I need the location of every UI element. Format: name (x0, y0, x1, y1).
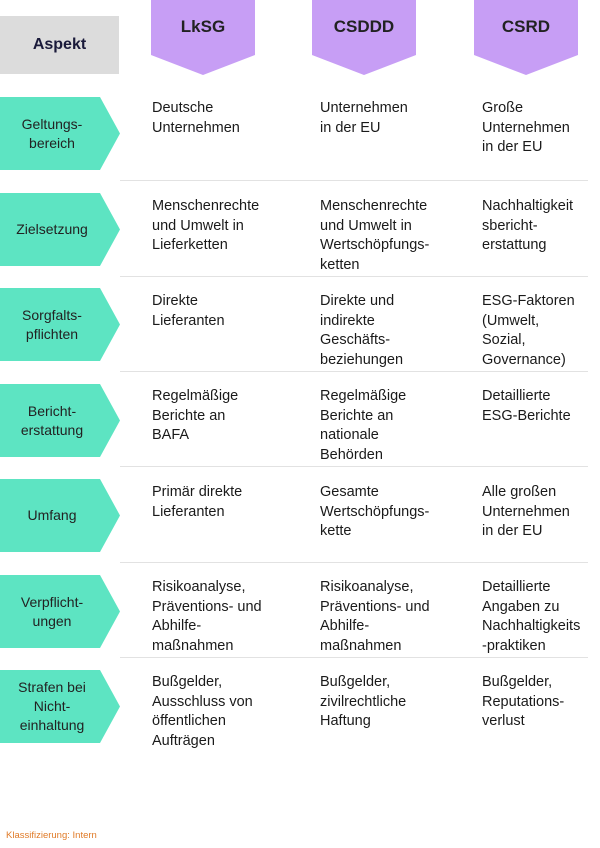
column-header-label: CSDDD (333, 17, 395, 36)
row-label-umfang (0, 479, 120, 552)
cell-csrd: Bußgelder, Reputations- verlust (482, 674, 565, 729)
aspect-header-label: Aspekt (32, 36, 87, 53)
cell-lksg: Direkte Lieferanten (152, 293, 225, 329)
column-header-csrd (474, 0, 578, 75)
row-divider (120, 657, 588, 658)
cell-lksg: Menschenrechte und Umwelt in Lieferketten (152, 198, 260, 253)
cell-csddd: Unternehmen in der EU (320, 100, 408, 136)
cell-csddd: Gesamte Wertschöpfungs- kette (320, 484, 430, 539)
cell-csrd: Nachhaltigkeit sbericht- erstattung (482, 198, 574, 253)
column-header-chevron (474, 0, 578, 75)
row-label-text: Bericht- erstattung (20, 402, 84, 438)
cell-csddd: Risikoanalyse, Präventions- und Abhilfe- maßnahmen (320, 579, 430, 654)
cell-csrd: Alle großen Unternehmen in der EU (482, 484, 570, 539)
row-divider (120, 562, 588, 563)
column-header-chevron (312, 0, 416, 75)
column-header-csddd (312, 0, 416, 75)
cell-csrd: ESG-Faktoren (Umwelt, Sozial, Governance) (482, 293, 575, 368)
row-label-geltungsbereich (0, 97, 120, 170)
cell-csddd: Direkte und indirekte Geschäfts- beziehungen (320, 293, 404, 368)
row-label-zielsetzung (0, 193, 120, 266)
cell-csddd: Bußgelder, zivilrechtliche Haftung (320, 674, 407, 729)
column-header-label: LkSG (180, 17, 226, 36)
aspect-header (0, 16, 119, 74)
cell-csddd: Menschenrechte und Umwelt in Wertschöpfungs- ketten (320, 198, 430, 273)
cell-lksg: Deutsche Unternehmen (152, 100, 240, 136)
row-divider (120, 180, 588, 181)
row-label-text: Strafen bei Nicht- einhaltung (18, 679, 86, 733)
column-header-chevron (151, 0, 255, 75)
row-label-text: Zielsetzung (16, 221, 88, 237)
column-header-lksg (151, 0, 255, 75)
row-label-text: Umfang (27, 507, 77, 523)
row-label-text: Sorgfalts- pflichten (22, 306, 82, 342)
cell-lksg: Risikoanalyse, Präventions- und Abhilfe- maßnahmen (152, 579, 262, 654)
cell-lksg: Primär direkte Lieferanten (152, 484, 243, 520)
row-divider (120, 276, 588, 277)
classification-footer: Klassifizierung: Intern (6, 830, 97, 841)
cell-csrd: Detaillierte ESG-Berichte (482, 388, 571, 424)
cell-csrd: Detaillierte Angaben zu Nachhaltigkeits -praktiken (482, 579, 581, 654)
row-label-strafen (0, 670, 120, 743)
row-label-text: Verpflicht- ungen (20, 593, 84, 629)
row-divider (120, 371, 588, 372)
cell-lksg: Bußgelder, Ausschluss von öffentlichen Aufträgen (152, 674, 253, 749)
row-label-text: Geltungs- bereich (21, 115, 83, 151)
row-label-berichterstattung (0, 384, 120, 457)
cell-csrd: Große Unternehmen in der EU (482, 100, 570, 155)
cell-lksg: Regelmäßige Berichte an BAFA (152, 388, 239, 443)
row-divider (120, 466, 588, 467)
column-header-label: CSRD (501, 17, 551, 36)
row-label-sorgfaltspflichten (0, 288, 120, 361)
row-label-verpflichtungen (0, 575, 120, 648)
cell-csddd: Regelmäßige Berichte an nationale Behörden (320, 388, 407, 463)
